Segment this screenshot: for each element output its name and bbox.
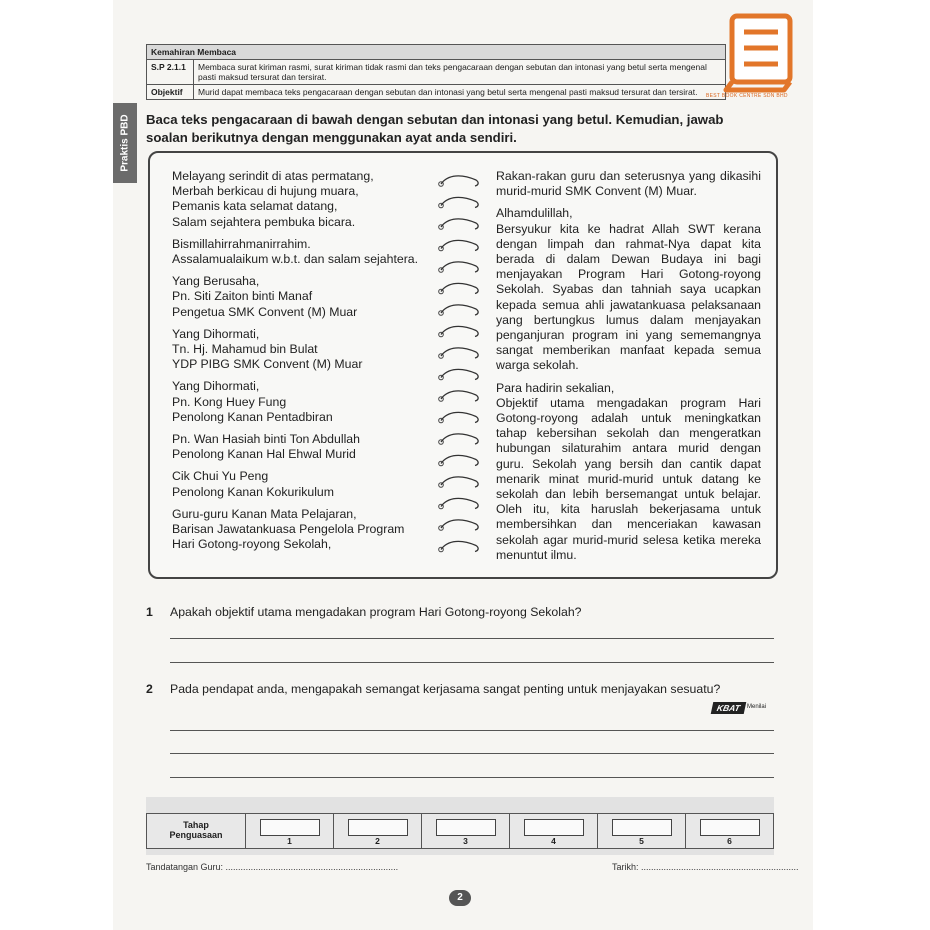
passage-line: Merbah berkicau di hujung muara, (172, 184, 359, 199)
passage-right-column (496, 169, 761, 570)
spiral-ring (439, 219, 478, 229)
spiral-ring (439, 197, 478, 207)
spiral-ring (439, 283, 478, 293)
passage-line: Pn. Kong Huey Fung (172, 394, 287, 409)
standard-table (146, 44, 726, 100)
mastery-checkbox[interactable] (436, 819, 496, 836)
mastery-level-number: 2 (375, 836, 380, 846)
passage-line: Guru-guru Kanan Mata Pelajaran, (172, 506, 357, 521)
passage-line: Cik Chui Yu Peng (172, 469, 269, 484)
mastery-level-number: 1 (287, 836, 292, 846)
passage-block (172, 236, 419, 267)
mastery-level-number: 6 (727, 836, 732, 846)
answer-line[interactable] (170, 730, 774, 731)
side-tab (113, 103, 137, 183)
passage-line: Pn. Wan Hasiah binti Ton Abdullah (172, 432, 360, 447)
spiral-ring (439, 412, 478, 422)
spiral-ring (439, 541, 478, 551)
mastery-checkbox[interactable] (260, 819, 320, 836)
passage-line: Barisan Jawatankuasa Pengelola Program (172, 522, 405, 537)
standard-code: S.P 2.1.1 (147, 60, 194, 85)
mastery-level-number: 3 (463, 836, 468, 846)
answer-line[interactable] (170, 777, 774, 778)
spiral-ring (439, 262, 478, 272)
passage-line: YDP PIBG SMK Convent (M) Muar (172, 357, 363, 372)
teacher-signature-field[interactable]: Tandatangan Guru: ..................................................................... (146, 862, 399, 872)
passage-block (172, 469, 408, 499)
spiral-ring (439, 176, 478, 186)
passage-paragraph: Rakan-rakan guru dan seterusnya yang dikasihi murid-murid SMK Convent (M) Muar. (496, 169, 761, 199)
spiral-ring (439, 477, 478, 487)
passage-line: Hari Gotong-royong Sekolah, (172, 537, 332, 552)
passage-block (172, 507, 408, 553)
passage-line: Tn. Hj. Mahamud bin Bulat (172, 342, 318, 357)
passage-block (172, 327, 408, 373)
spiral-ring (439, 369, 478, 379)
passage-line: Penolong Kanan Pentadbiran (172, 409, 333, 424)
mastery-label (147, 814, 246, 849)
book-logo-icon (718, 12, 804, 96)
instruction-text: Baca teks pengacaraan di bawah dengan sebutan dan intonasi yang betul. Kemudian, jawab soalan berikutnya dengan menggunakan ayat anda sendiri. (146, 112, 724, 145)
passage-line: Penolong Kanan Hal Ehwal Murid (172, 447, 356, 462)
mastery-checkbox[interactable] (612, 819, 672, 836)
spiral-ring (439, 305, 478, 315)
mastery-checkbox[interactable] (524, 819, 584, 836)
passage-line: Yang Berusaha, (172, 274, 260, 289)
kbat-badge (712, 698, 766, 712)
mastery-level-cell[interactable] (598, 814, 686, 849)
mastery-label-line: Penguasaan (169, 830, 223, 840)
passage-line: Yang Dihormati, (172, 326, 260, 341)
spiral-binding-icon (438, 175, 482, 565)
question-number: 1 (146, 605, 153, 619)
mastery-level-number: 4 (551, 836, 556, 846)
objective-label: Objektif (147, 85, 194, 100)
mastery-level-cell[interactable] (334, 814, 422, 849)
passage-line: Salam sejahtera pembuka bicara. (172, 214, 356, 229)
passage-paragraph: Bersyukur kita ke hadrat Allah SWT kerana dengan limpah dan rahmat-Nya dapat kita berada di dalam Dewan Budaya ini bagi menjayakan Program Hari Gotong-royong Sekolah. Syabas dan tahniah saya ucapkan kepada semua ahli jawatankuasa pelaksanaan yang bertungkus lumus dalam menjayakan penganjuran program ini yang sememangnya sangat memberikan manfaat kepada semua warga sekolah. (496, 221, 761, 373)
passage-paragraph: Objektif utama mengadakan program Hari Gotong-royong adalah untuk meningkatkan tahap kebersihan sekolah dan mengeratkan hubungan silaturahim antara murid dengan guru. Sekolah yang bersih dan cantik dapat menarik minat murid-murid untuk datang ke sekolah dan lebih bersemangat untuk belajar. Oleh itu, kita haruslah bekerjasama untuk membersihkan dan menceriakan kawasan sekolah agar murid-murid selesa ketika mereka menuntut ilmu. (496, 395, 761, 562)
passage-paragraph: Alhamdulillah, (496, 206, 573, 221)
spiral-ring (439, 520, 478, 530)
passage-left-column (172, 169, 419, 559)
kbat-label: KBAT (711, 702, 747, 714)
passage-box (148, 151, 778, 579)
passage-block (172, 432, 408, 462)
question-1 (146, 605, 582, 619)
spiral-ring (439, 240, 478, 250)
mastery-level-cell[interactable] (422, 814, 510, 849)
mastery-level-cell[interactable] (686, 814, 774, 849)
passage-block (172, 379, 408, 425)
passage-line: Melayang serindit di atas permatang, (172, 169, 374, 183)
mastery-label-line: Tahap (183, 820, 209, 830)
side-tab-label: Praktis PBD (119, 114, 131, 172)
answer-line[interactable] (170, 662, 774, 663)
mastery-level-number: 5 (639, 836, 644, 846)
spiral-ring (439, 498, 478, 508)
logo-caption: BEST BOOK CENTRE SDN BHD (706, 93, 788, 99)
page-number: 2 (449, 890, 471, 906)
passage-line: Pemanis kata selamat datang, (172, 199, 338, 214)
spiral-ring (439, 348, 478, 358)
spiral-ring (439, 326, 478, 336)
mastery-checkbox[interactable] (700, 819, 760, 836)
kbat-sublabel: Menilai (746, 703, 766, 710)
answer-line[interactable] (170, 638, 774, 639)
mastery-level-cell[interactable] (246, 814, 334, 849)
passage-line: Penolong Kanan Kokurikulum (172, 484, 335, 499)
question-number: 2 (146, 682, 153, 696)
spiral-ring (439, 391, 478, 401)
spiral-ring (439, 434, 478, 444)
question-text: Apakah objektif utama mengadakan program Hari Gotong-royong Sekolah? (170, 605, 582, 619)
standard-text: Membaca surat kiriman rasmi, surat kiriman tidak rasmi dan teks pengacaraan dengan sebutan dan intonasi yang betul serta mengenal pasti maksud tersurat dan tersirat. (194, 60, 726, 85)
mastery-table (146, 813, 774, 849)
passage-line: Pengetua SMK Convent (M) Muar (172, 304, 358, 319)
passage-block (172, 169, 408, 230)
passage-block (172, 274, 408, 320)
answer-line[interactable] (170, 753, 774, 754)
objective-text: Murid dapat membaca teks pengacaraan dengan sebutan dan intonasi yang betul serta mengenal pasti maksud tersurat dan tersirat. (194, 85, 726, 100)
date-field[interactable]: Tarikh: ............................................................... (612, 862, 799, 872)
question-text: Pada pendapat anda, mengapakah semangat kerjasama sangat penting untuk menjayakan sesuatu? (170, 682, 721, 696)
passage-line: Pn. Siti Zaiton binti Manaf (172, 289, 313, 304)
spiral-ring (439, 455, 478, 465)
mastery-checkbox[interactable] (348, 819, 408, 836)
mastery-level-cell[interactable] (510, 814, 598, 849)
passage-paragraph: Para hadirin sekalian, (496, 380, 615, 395)
passage-line: Bismillahirrahmanirrahim. (172, 236, 311, 251)
passage-line: Assalamualaikum w.b.t. dan salam sejahtera. (172, 252, 419, 267)
section-title: Kemahiran Membaca (147, 45, 726, 60)
passage-line: Yang Dihormati, (172, 379, 260, 394)
question-2 (146, 682, 720, 696)
